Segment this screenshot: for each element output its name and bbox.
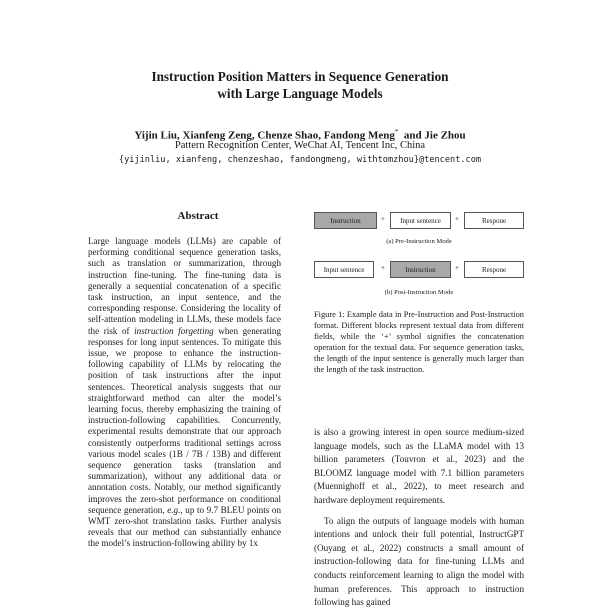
pre-instruction-caption: (a) Pre-Instruction Mode [386,238,452,245]
post-plus-2: + [455,264,459,272]
authors-text: Yijin Liu, Xianfeng Zeng, Chenze Shao, Fandong Meng [134,129,395,142]
post-response-block: Respone [464,261,524,278]
figure-1-diagram [314,207,524,302]
post-input-block: Input sentence [314,261,374,278]
abstract-body [88,236,281,550]
abstract-italic-2: e.g., [167,504,183,515]
pre-plus-1: + [381,215,385,223]
pre-response-block: Respone [464,212,524,229]
post-plus-1: + [381,264,385,272]
title-line-2: with Large Language Models [217,86,383,101]
abstract-italic-1: instruction forgetting [134,325,214,336]
abstract-text-2: when generating responses for long input sentences. To mitigate this issue, we propose to enhance the instruction-following capability of LLMs by relocating the position of task instructions after the input sentences. Theoretical analysis suggests that our straightforward method can alter the model’s learning focus, thereby emphasizing the training of instruction-following capabilities. Concurrently, experimental results demonstrate that our approach consistently outperforms traditional settings across various model scales (1B / 7B / 13B) and different sequence generation tasks (translation and summarization), without any additional data or annotation costs. Notably, our method significantly improves the zero-shot performance on conditional sequence generation, [88,325,281,515]
author-emails: {yijinliu, xianfeng, chenzeshao, fandongmeng, withtomzhou}@tencent.com [118,155,482,165]
pre-input-block: Input sentence [390,212,451,229]
last-author: and Jie Zhou [398,129,466,142]
corresponding-mark: * [394,128,399,136]
affiliation: Pattern Recognition Center, WeChat AI, Tencent Inc, China [174,140,426,151]
post-instruction-caption: (b) Post-Instruction Mode [384,289,454,296]
body-paragraph-1: is also a growing interest in open source medium-sized language models, such as the LLaMA model with 13 billion parameters (Touvron et al., 2023) and the BLOOMZ language model with 7.1 billion parameters (Muennighoff et al., 2022), to meet research and hardware deployment requirements. [314,427,524,505]
body-paragraph-2: To align the outputs of language models with human intentions and unlock their full potential, InstructGPT (Ouyang et al., 2022) constructs a small amount of instruction-following data for fine-tuning LLMs and conducts reinforcement learning to align the model with human preferences. This approach to instruction following has gained [314,515,524,608]
pre-plus-2: + [455,215,459,223]
figure-1-caption: Figure 1: Example data in Pre-Instruction and Post-Instruction format. Different blocks represent textual data from different fields, while the ‘+’ symbol signifies the concatenation operation for the textual data. For sequence generation tasks, the length of the input sentence is generally much larger than the length of the task instruction. [314,310,524,375]
abstract-text-3: up to 9.7 BLEU points on WMT zero-shot translation tasks. Further analysis reveals that our method can substantially enhance the model’s instruction-following ability by 1x [88,504,281,549]
post-instruction-block: Instruction [390,261,451,278]
body-text [314,426,524,610]
abstract-heading: Abstract [177,210,219,222]
title-line-1: Instruction Position Matters in Sequence Generation [151,69,449,84]
paper-title [0,68,600,102]
abstract-text-1: Large language models (LLMs) are capable of performing conditional sequence generation tasks, such as translation or summarization, through instruction fine-tuning. The fine-tuning data is generally a sequential concatenation of a specific task instruction, an input sentence, and the corresponding response. Considering the locality of self-attention modeling in LLMs, these models face the risk of [88,236,281,336]
pre-instruction-block: Instruction [314,212,377,229]
